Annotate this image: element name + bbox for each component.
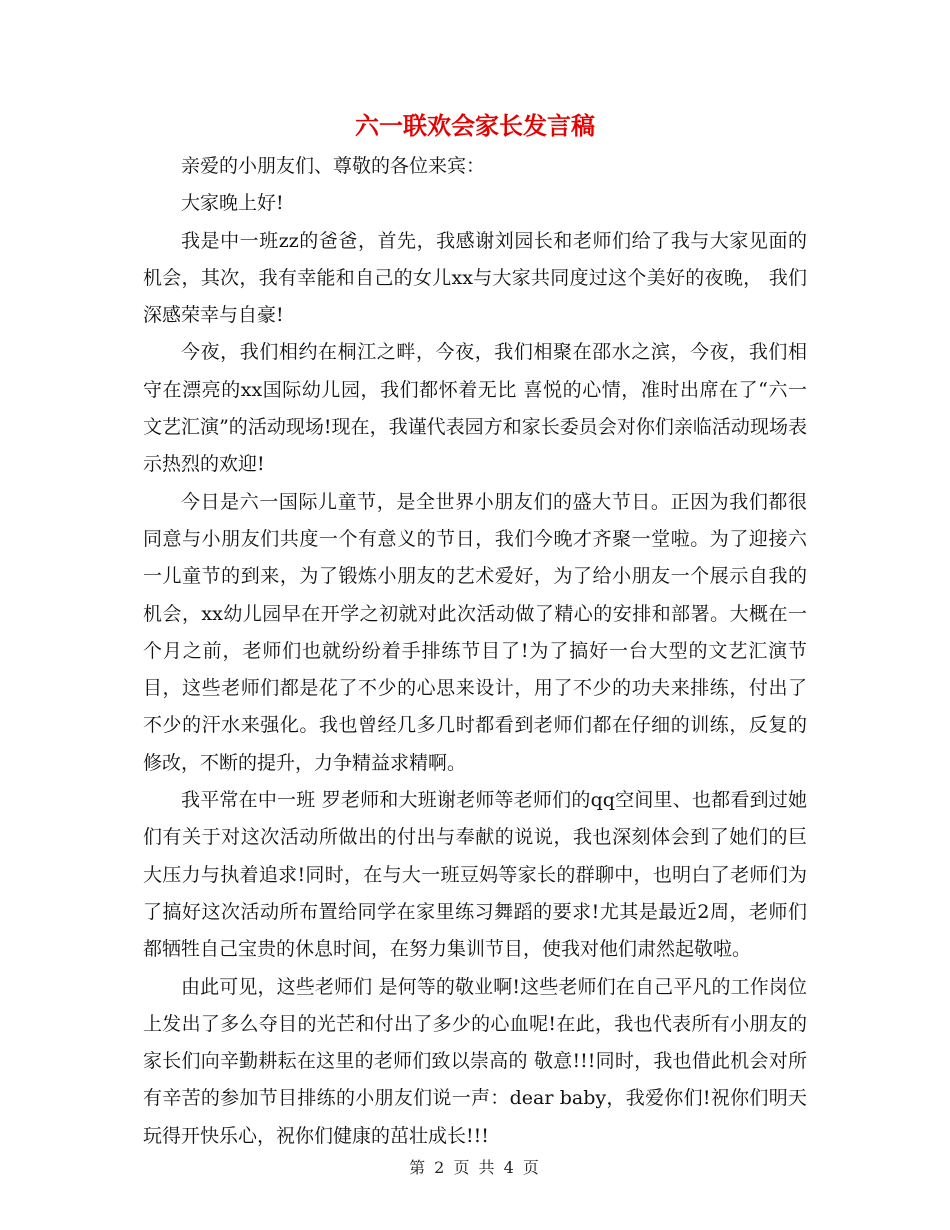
page-number-footer: 第 2 页 共 4 页 bbox=[409, 1158, 541, 1177]
document-body bbox=[143, 148, 807, 1155]
intro-paragraph: 我是中一班zz的爸爸，首先，我感谢刘园长和老师们给了我与大家见面的机会，其次，我有幸能和自己的女儿xx与大家共同度过这个美好的夜晚， 我们深感荣幸与自豪! bbox=[143, 229, 807, 327]
childrens-day-paragraph: 今日是六一国际儿童节，是全世界小朋友们的盛大节日。正因为我们都很同意与小朋友们共度一个有意义的节日，我们今晚才齐聚一堂啦。为了迎接六一儿童节的到来，为了锻炼小朋友的艺术爱好，为了给小朋友一个展示自我的机会，xx幼儿园早在开学之初就对此次活动做了精心的安排和部署。大概在一个月之前，老师们也就纷纷着手排练节目了!为了搞好一台大型的文艺汇演节目，这些老师们都是花了不少的心思来设计，用了不少的功夫来排练，付出了不少的汗水来强化。我也曾经几多几时都看到老师们都在仔细的训练，反复的修改，不断的提升，力争精益求精啊。 bbox=[143, 490, 807, 774]
closing-paragraph: 由此可见，这些老师们 是何等的敬业啊!这些老师们在自己平凡的工作岗位上发出了多么夺目的光芒和付出了多少的心血呢!在此，我也代表所有小朋友的家长们向辛勤耕耘在这里的老师们致以崇高的 敬意!!!同时，我也借此机会对所有辛苦的参加节目排练的小朋友们说一声：dear baby，我爱你们!祝你们明天玩得开快乐心，祝你们健康的茁壮成长!!! bbox=[143, 975, 807, 1147]
salutation-paragraph: 大家晚上好! bbox=[181, 192, 284, 215]
teachers-effort-paragraph: 我平常在中一班 罗老师和大班谢老师等老师们的qq空间里、也都看到过她们有关于对这次活动所做出的付出与奉献的说说，我也深刻体会到了她们的巨大压力与执着追求!同时，在与大一班豆妈等家长的群聊中，也明白了老师们为了搞好这次活动所布置给同学在家里练习舞蹈的要求!尤其是最近2周，老师们都牺牲自己宝贵的休息时间，在努力集训节目，使我对他们肃然起敬啦。 bbox=[143, 789, 807, 961]
document-title: 六一联欢会家长发言稿 bbox=[355, 111, 595, 140]
welcome-paragraph: 今夜，我们相约在桐江之畔，今夜，我们相聚在邵水之滨，今夜，我们相守在漂亮的xx国际幼儿园，我们都怀着无比 喜悦的心情，准时出席在了“六一文艺汇演”的活动现场!现在，我谨代表园方和家长委员会对你们亲临活动现场表示热烈的欢迎! bbox=[143, 341, 807, 476]
greeting-paragraph: 亲爱的小朋友们、尊敬的各位来宾： bbox=[181, 155, 486, 177]
